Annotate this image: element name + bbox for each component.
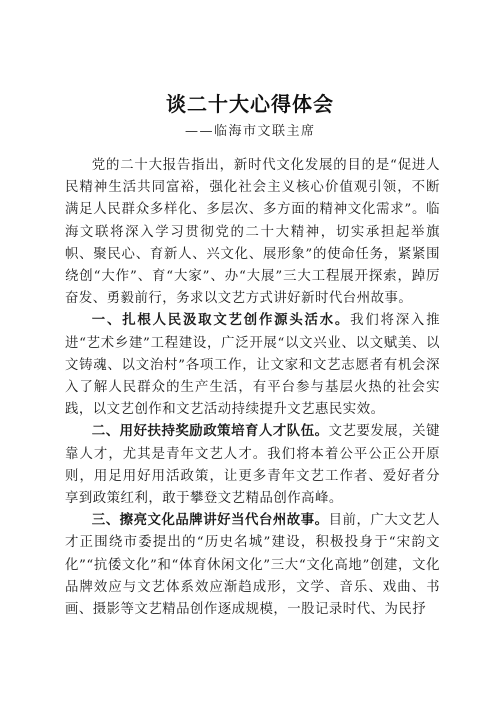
- paragraph-text: 党的二十大报告指出，新时代文化发展的目的是“促进人民精神生活共同富裕，强化社会主义核心价值观引领，不断满足人民群众多样化、多层次、多方面的精神文化需求”。临海文联将深入学习贯彻党的二十大精神，切实承担起举旗帜、聚民心、育新人、兴文化、展形象”的使命任务，紧紧围绕创“大作”、育“大家”、办“大展”三大工程展开探索，踔厉奋发、勇毅前行，务求以文艺方式讲好新时代台州故事。: [65, 158, 440, 307]
- document-title: 谈二十大心得体会: [166, 92, 334, 116]
- paragraph-intro: [65, 155, 440, 310]
- document-body: [65, 155, 440, 621]
- section-heading: 二、用好扶持奖励政策培育人才队伍。: [91, 424, 329, 440]
- paragraph-text: 我们将深入推进“艺术乡建”工程建设，广泛开展“以文兴业、以文赋美、以文铸魂、以文治村”各项工作，让文家和文艺志愿者有机会深入了解人民群众的生产生活，有平台参与基层火热的社会实践，以文艺创作和文艺活动持续提升文艺惠民实效。: [65, 313, 441, 418]
- paragraph-section-3: [65, 510, 440, 621]
- paragraph-text: 目前，广大文艺人才正围绕市委提出的“历史名城”建设，积极投身于“宋韵文化”“抗倭文化”和“体育休闲文化”三大“文化高地”创建，文化品牌效应与文艺体系效应渐趋成形，文学、音乐、戏曲、书画、摄影等文艺精品创作逐成规模，一股记录时代、为民抒: [65, 513, 441, 618]
- section-heading: 一、扎根人民汲取文艺创作源头活水。: [91, 313, 351, 329]
- paragraph-text: 文艺要发展，关键靠人才，尤其是青年文艺人才。我们将本着公平公正公开原则，用足用好用活政策，让更多青年文艺工作者、爱好者分享到政策红利，敢于攀登文艺精品创作高峰。: [65, 424, 441, 507]
- paragraph-section-1: [65, 310, 440, 421]
- author-line: ——临海市文联主席: [185, 124, 316, 139]
- paragraph-section-2: [65, 421, 440, 510]
- section-heading: 三、擦亮文化品牌讲好当代台州故事。: [91, 513, 329, 529]
